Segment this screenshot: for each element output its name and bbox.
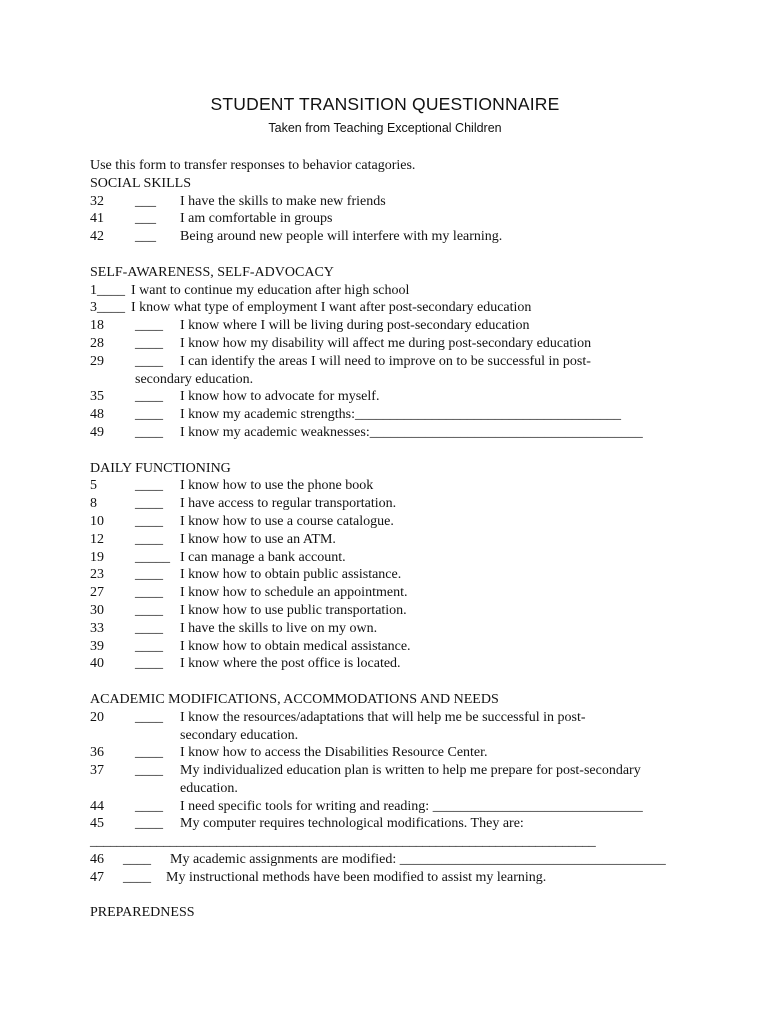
item-number: 46 — [90, 852, 104, 868]
item-number: 41 — [90, 211, 104, 227]
list-item — [90, 228, 690, 246]
answer-line[interactable]: ____________________________________________________________________________ — [90, 834, 596, 850]
list-item — [90, 584, 690, 602]
item-text: I know the resources/adaptations that will help me be successful in post- — [180, 709, 586, 725]
response-blank[interactable]: ____ — [135, 335, 163, 351]
item-number: 33 — [90, 620, 104, 636]
list-item — [90, 477, 690, 495]
item-number: 48 — [90, 407, 104, 423]
response-blank[interactable]: ____ — [135, 513, 163, 529]
item-text: I have the skills to live on my own. — [180, 620, 378, 636]
item-number: 36 — [90, 745, 104, 761]
response-blank[interactable]: ___ — [135, 193, 156, 209]
response-blank[interactable]: ____ — [135, 318, 163, 334]
item-text: I know how to schedule an appointment. — [180, 585, 408, 601]
response-blank[interactable]: ____ — [135, 763, 163, 779]
response-blank[interactable]: ____ — [135, 745, 163, 761]
response-blank[interactable]: ____ — [135, 389, 163, 405]
response-blank[interactable]: ____ — [135, 602, 163, 618]
item-number: 47 — [90, 869, 104, 885]
item-text: I can identify the areas I will need to improve on to be successful in post- — [180, 353, 591, 369]
response-blank[interactable]: ____ — [135, 478, 163, 494]
list-item — [90, 709, 690, 727]
item-text: I have the skills to make new friends — [180, 193, 386, 209]
item-text[interactable]: My academic assignments are modified: ______________________________________ — [170, 852, 666, 868]
item-text[interactable]: I need specific tools for writing and reading: ______________________________ — [180, 798, 643, 814]
list-item — [90, 744, 690, 762]
item-number: 20 — [90, 709, 104, 725]
list-item — [90, 531, 690, 549]
item-text: I know how to obtain medical assistance. — [180, 638, 411, 654]
item-number: 23 — [90, 567, 104, 583]
item-number-blank[interactable]: 1____ — [90, 282, 125, 298]
item-text: Being around new people will interfere with my learning. — [180, 229, 503, 245]
response-blank[interactable]: ____ — [123, 869, 151, 885]
item-number: 37 — [90, 763, 104, 779]
list-item — [90, 495, 690, 513]
item-text: I have access to regular transportation. — [180, 496, 397, 512]
list-item — [90, 353, 690, 371]
list-item — [90, 210, 690, 228]
list-item — [90, 851, 690, 869]
item-number: 35 — [90, 389, 104, 405]
response-blank[interactable]: _____ — [135, 549, 170, 565]
item-text[interactable]: I know my academic weaknesses:_______________________________________ — [180, 424, 643, 440]
item-number: 8 — [90, 496, 97, 512]
response-blank[interactable]: ____ — [135, 638, 163, 654]
item-number: 29 — [90, 353, 104, 369]
list-item — [90, 869, 690, 887]
response-blank[interactable]: ____ — [135, 353, 163, 369]
item-number: 42 — [90, 229, 104, 245]
section-heading-self-awareness: SELF-AWARENESS, SELF-ADVOCACY — [90, 264, 334, 280]
item-text: I know how to use a course catalogue. — [180, 513, 394, 529]
list-item — [90, 549, 690, 567]
item-text: I know how to use the phone book — [180, 478, 374, 494]
list-item — [90, 388, 690, 406]
response-blank[interactable]: ____ — [135, 424, 163, 440]
item-number: 49 — [90, 424, 104, 440]
item-text: I am comfortable in groups — [180, 211, 333, 227]
section-heading-academic: ACADEMIC MODIFICATIONS, ACCOMMODATIONS AND NEEDS — [90, 691, 499, 707]
item-number: 30 — [90, 602, 104, 618]
response-blank[interactable]: ____ — [135, 816, 163, 832]
list-item — [90, 620, 690, 638]
item-text: I know what type of employment I want after post-secondary education — [131, 300, 532, 316]
list-item — [90, 193, 690, 211]
list-item — [90, 655, 690, 673]
item-number: 10 — [90, 513, 104, 529]
section-heading-social: SOCIAL SKILLS — [90, 175, 191, 191]
item-text: My instructional methods have been modified to assist my learning. — [166, 869, 547, 885]
item-number: 18 — [90, 318, 104, 334]
item-text: I know how my disability will affect me during post-secondary education — [180, 335, 592, 351]
response-blank[interactable]: ____ — [135, 496, 163, 512]
response-blank[interactable]: ____ — [135, 407, 163, 423]
item-text: I can manage a bank account. — [180, 549, 346, 565]
item-text: My computer requires technological modifications. They are: — [180, 816, 524, 832]
item-text[interactable]: I know my academic strengths:______________________________________ — [180, 407, 621, 423]
list-item — [90, 424, 690, 442]
page-title: STUDENT TRANSITION QUESTIONNAIRE — [210, 94, 560, 114]
response-blank[interactable]: ____ — [135, 567, 163, 583]
response-blank[interactable]: ____ — [135, 585, 163, 601]
item-number: 45 — [90, 816, 104, 832]
response-blank[interactable]: ___ — [135, 211, 156, 227]
item-text: I know how to obtain public assistance. — [180, 567, 402, 583]
item-number-blank[interactable]: 3____ — [90, 300, 125, 316]
item-number: 27 — [90, 585, 104, 601]
item-text-continued: secondary education. — [180, 727, 299, 743]
item-number: 39 — [90, 638, 104, 654]
questionnaire-body — [90, 157, 690, 922]
list-item — [90, 566, 690, 584]
item-text: I want to continue my education after high school — [131, 282, 410, 298]
item-number: 12 — [90, 531, 104, 547]
item-number: 5 — [90, 478, 97, 494]
response-blank[interactable]: ____ — [135, 531, 163, 547]
list-item — [90, 815, 690, 833]
response-blank[interactable]: ___ — [135, 229, 156, 245]
item-number: 40 — [90, 656, 104, 672]
item-number: 32 — [90, 193, 104, 209]
item-text-continued: secondary education. — [135, 371, 254, 387]
list-item — [90, 406, 690, 424]
item-number: 28 — [90, 335, 104, 351]
section-heading-preparedness: PREPAREDNESS — [90, 905, 195, 921]
list-item — [90, 282, 690, 300]
item-number: 44 — [90, 798, 104, 814]
page-subtitle: Taken from Teaching Exceptional Children — [268, 121, 502, 135]
section-heading-daily-functioning: DAILY FUNCTIONING — [90, 460, 231, 476]
list-item — [90, 602, 690, 620]
list-item — [90, 762, 690, 780]
item-number: 19 — [90, 549, 104, 565]
list-item — [90, 299, 690, 317]
list-item — [90, 335, 690, 353]
response-blank[interactable]: ____ — [123, 852, 151, 868]
item-text: I know how to advocate for myself. — [180, 389, 380, 405]
response-blank[interactable]: ____ — [135, 656, 163, 672]
list-item — [90, 638, 690, 656]
item-text-continued: education. — [180, 780, 238, 796]
response-blank[interactable]: ____ — [135, 620, 163, 636]
item-text: I know how to access the Disabilities Resource Center. — [180, 745, 488, 761]
item-text: I know where I will be living during post-secondary education — [180, 318, 530, 334]
item-text: I know how to use an ATM. — [180, 531, 336, 547]
list-item — [90, 317, 690, 335]
response-blank[interactable]: ____ — [135, 798, 163, 814]
item-text: My individualized education plan is written to help me prepare for post-secondary — [180, 763, 641, 779]
intro-text: Use this form to transfer responses to behavior catagories. — [90, 158, 416, 173]
list-item — [90, 798, 690, 816]
item-text: I know where the post office is located. — [180, 656, 401, 672]
list-item — [90, 513, 690, 531]
response-blank[interactable]: ____ — [135, 709, 163, 725]
item-text: I know how to use public transportation. — [180, 602, 407, 618]
